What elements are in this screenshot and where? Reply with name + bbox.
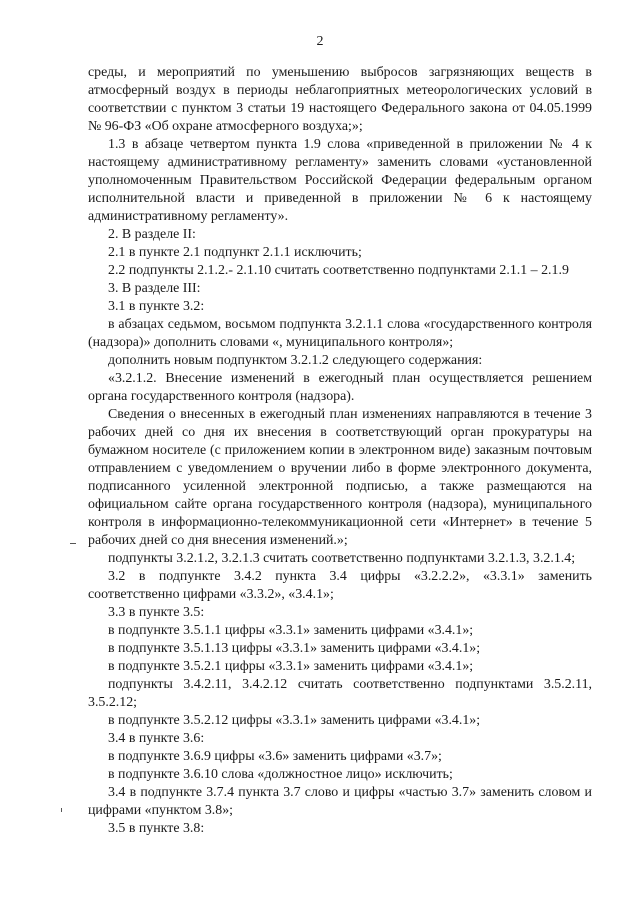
paragraph-21: в подпункте 3.6.9 цифры «3.6» заменить цифрами «3.7»; (108, 749, 442, 764)
paragraph-18: подпункты 3.4.2.11, 3.4.2.12 считать соответственно подпунктами 3.5.2.11, 3.5.2.12; (88, 677, 592, 710)
paragraph-8: в абзацах седьмом, восьмом подпункта 3.2.1.1 слова «государственного контроля (надзора)» дополнить словами «, муниципального контроля»; (88, 317, 592, 350)
scan-mark (70, 543, 76, 544)
paragraph-20: 3.4 в пункте 3.6: (108, 731, 205, 746)
paragraph-4: 2.1 в пункте 2.1 подпункт 2.1.1 исключить; (108, 245, 362, 260)
paragraph-19: в подпункте 3.5.2.12 цифры «3.3.1» заменить цифрами «3.4.1»; (108, 713, 481, 728)
paragraph-3: 2. В разделе II: (108, 227, 196, 242)
paragraph-7: 3.1 в пункте 3.2: (108, 299, 205, 314)
scan-mark (61, 808, 62, 812)
paragraph-13: 3.2 в подпункте 3.4.2 пункта 3.4 цифры «3.2.2.2», «3.3.1» заменить соответственно цифрами «3.3.2», «3.4.1»; (88, 569, 592, 602)
paragraph-12: подпункты 3.2.1.2, 3.2.1.3 считать соответственно подпунктами 3.2.1.3, 3.2.1.4; (108, 551, 576, 566)
paragraph-10: «3.2.1.2. Внесение изменений в ежегодный план осуществляется решением органа государственного контроля (надзора). (88, 371, 592, 404)
paragraph-9: дополнить новым подпунктом 3.2.1.2 следующего содержания: (108, 353, 483, 368)
paragraph-16: в подпункте 3.5.1.13 цифры «3.3.1» заменить цифрами «3.4.1»; (108, 641, 481, 656)
page-number: 2 (316, 34, 324, 49)
paragraph-11: Сведения о внесенных в ежегодный план изменениях направляются в течение 3 рабочих дней со дня их внесения в соответствующий орган прокуратуры на бумажном носителе (с приложением копии в электронном виде) заказным почтовым отправлением с уведомлением о вручении либо в форме электронного документа, подписанного усиленной электронной подписью, а также размещаются на официальном сайте органа государственного контроля (надзора), муниципального контроля в информационно-телекоммуникационной сети «Интернет» в течение 5 рабочих дней со дня внесения изменений.»; (88, 407, 592, 548)
paragraph-24: 3.5 в пункте 3.8: (108, 821, 205, 836)
paragraph-6: 3. В разделе III: (108, 281, 201, 296)
paragraph-14: 3.3 в пункте 3.5: (108, 605, 205, 620)
paragraph-22: в подпункте 3.6.10 слова «должностное лицо» исключить; (108, 767, 453, 782)
paragraph-2: 1.3 в абзаце четвертом пункта 1.9 слова «приведенной в приложении № 4 к настоящему административному регламенту» заменить словами «установленной уполномоченным Правительством Российской Федерации федеральным органом исполнительной власти и приведенной в приложении № 6 к настоящему административному регламенту». (88, 137, 592, 224)
paragraph-1: среды, и мероприятий по уменьшению выбросов загрязняющих веществ в атмосферный воздух в периоды неблагоприятных метеорологических условий в соответствии с пунктом 3 статьи 19 настоящего Федерального закона от 04.05.1999 № 96-ФЗ «Об охране атмосферного воздуха;»; (88, 65, 592, 134)
paragraph-5: 2.2 подпункты 2.1.2.- 2.1.10 считать соответственно подпунктами 2.1.1 – 2.1.9 (108, 263, 569, 278)
paragraph-17: в подпункте 3.5.2.1 цифры «3.3.1» заменить цифрами «3.4.1»; (108, 659, 474, 674)
paragraph-15: в подпункте 3.5.1.1 цифры «3.3.1» заменить цифрами «3.4.1»; (108, 623, 474, 638)
document-body (88, 64, 592, 838)
paragraph-23: 3.4 в подпункте 3.7.4 пункта 3.7 слово и цифры «частью 3.7» заменить словом и цифрами «пунктом 3.8»; (88, 785, 592, 818)
